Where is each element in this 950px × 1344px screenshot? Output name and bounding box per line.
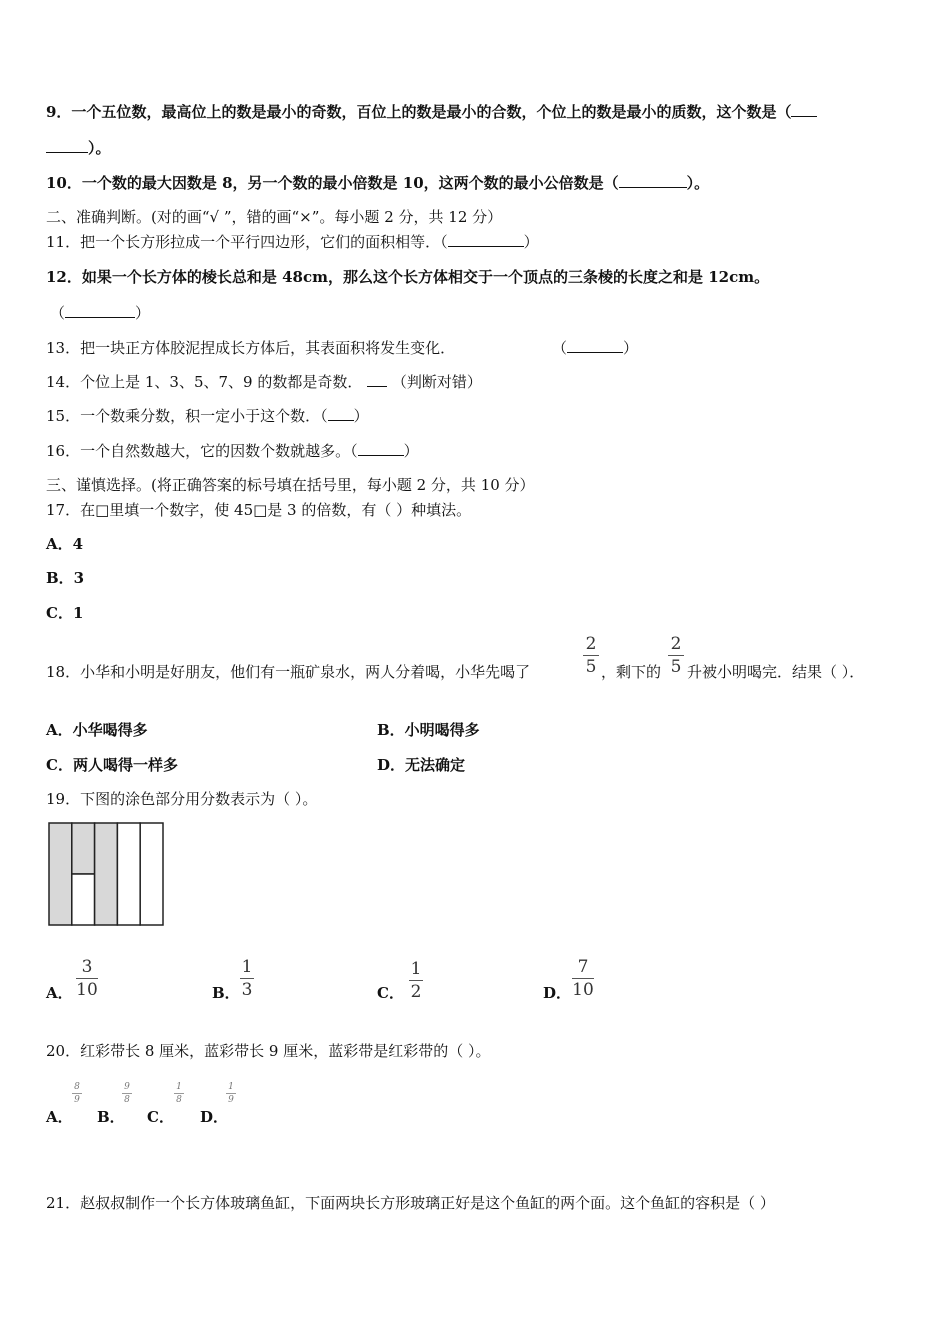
q20-a-num: 8 bbox=[74, 1082, 80, 1092]
q11-end: ） bbox=[523, 233, 539, 251]
q20-b-den: 8 bbox=[124, 1095, 130, 1105]
q16-text: 16．一个自然数越大，它的因数个数就越多。（ bbox=[46, 442, 358, 460]
q18-option-c[interactable]: C．两人喝得一样多 bbox=[46, 756, 178, 774]
question-16 bbox=[46, 441, 419, 461]
q9-line2-end: ）。 bbox=[88, 139, 111, 157]
q20-option-b-label[interactable]: B． bbox=[97, 1108, 125, 1126]
q20-d-num: 1 bbox=[228, 1082, 234, 1092]
q12-end: ） bbox=[135, 304, 151, 322]
q20-b-num: 9 bbox=[124, 1082, 130, 1092]
q20-option-d-fraction[interactable] bbox=[226, 1082, 236, 1105]
q20-option-a-fraction[interactable] bbox=[72, 1082, 82, 1105]
q17-option-a[interactable]: A．4 bbox=[46, 535, 84, 553]
section-3-title: 三、谨慎选择。(将正确答案的标号填在括号里，每小题 2 分，共 10 分） bbox=[46, 476, 535, 494]
q10-text: 10．一个数的最大因数是 8，另一个数的最小倍数是 10，这两个数的最小公倍数是（ bbox=[46, 174, 619, 192]
q19-option-d-fraction[interactable] bbox=[572, 957, 594, 1000]
section-2-title: 二、准确判断。(对的画“√ ”，错的画“×”。每小题 2 分，共 12 分） bbox=[46, 208, 503, 226]
q19-b-den: 3 bbox=[241, 980, 253, 1000]
question-15 bbox=[46, 406, 369, 426]
question-10 bbox=[46, 173, 709, 193]
q13-end: ） bbox=[623, 339, 639, 357]
q17-option-b[interactable]: B．3 bbox=[46, 569, 85, 587]
q10-blank[interactable] bbox=[619, 173, 687, 188]
question-13 bbox=[46, 338, 455, 358]
q18-fraction-2 bbox=[668, 634, 684, 677]
q14-text: 14．个位上是 1、3、5、7、9 的数都是奇数． bbox=[46, 373, 363, 391]
q20-option-c-fraction[interactable] bbox=[174, 1082, 184, 1105]
q19-option-c-fraction[interactable] bbox=[409, 959, 423, 1002]
q17-option-c[interactable]: C．1 bbox=[46, 604, 84, 622]
q20-c-den: 8 bbox=[176, 1095, 182, 1105]
q9-blank-1[interactable] bbox=[791, 102, 817, 117]
q18-frac2-den: 5 bbox=[670, 657, 682, 677]
q9-line1: 9．一个五位数，最高位上的数是最小的奇数，百位上的数是最小的合数，个位上的数是最小的质数，这个数是（ bbox=[46, 103, 792, 121]
q20-option-b-fraction[interactable] bbox=[122, 1082, 132, 1105]
q11-text: 11．把一个长方形拉成一个平行四边形，它们的面积相等．（ bbox=[46, 233, 448, 251]
q18-frac1-num: 2 bbox=[585, 634, 597, 654]
q13-text: 13．把一块正方体胶泥捏成长方体后，其表面积将发生变化． bbox=[46, 339, 456, 357]
q12-blank[interactable] bbox=[65, 303, 135, 318]
q20-option-d-label[interactable]: D． bbox=[200, 1108, 229, 1126]
q11-blank[interactable] bbox=[448, 232, 524, 247]
q18-frac1-den: 5 bbox=[585, 657, 597, 677]
q19-option-a-fraction[interactable] bbox=[76, 957, 98, 1000]
q15-end: ） bbox=[353, 407, 369, 425]
q19-cell-1 bbox=[49, 823, 72, 925]
q19-b-num: 1 bbox=[241, 957, 253, 977]
q19-cell-2-bottom bbox=[72, 874, 95, 925]
q19-c-den: 2 bbox=[410, 982, 422, 1002]
q19-d-den: 10 bbox=[572, 980, 594, 1000]
q16-end: ） bbox=[403, 442, 419, 460]
question-21: 21．赵叔叔制作一个长方体玻璃鱼缸，下面两块长方形玻璃正好是这个鱼缸的两个面。这个鱼缸的容积是（ ） bbox=[46, 1194, 775, 1212]
question-9-cont bbox=[46, 138, 111, 158]
q20-option-c-label[interactable]: C． bbox=[147, 1108, 174, 1126]
q18-option-a[interactable]: A．小华喝得多 bbox=[46, 721, 148, 739]
question-18-part2: ，剩下的 bbox=[601, 663, 662, 681]
q19-c-num: 1 bbox=[410, 959, 422, 979]
q15-text: 15．一个数乘分数，积一定小于这个数．（ bbox=[46, 407, 328, 425]
q14-blank[interactable] bbox=[367, 372, 387, 387]
question-17: 17．在□里填一个数字，使 45□是 3 的倍数，有（ ）种填法。 bbox=[46, 501, 472, 519]
q19-option-b-label[interactable]: B． bbox=[212, 984, 240, 1002]
q20-c-num: 1 bbox=[176, 1082, 182, 1092]
q12-open: （ bbox=[50, 304, 66, 322]
q13-blank[interactable] bbox=[567, 338, 623, 353]
q19-cell-4 bbox=[117, 823, 140, 925]
q10-end: ）。 bbox=[686, 174, 710, 192]
q19-cell-5 bbox=[140, 823, 163, 925]
q19-cell-3 bbox=[95, 823, 118, 925]
q18-frac2-num: 2 bbox=[670, 634, 682, 654]
question-20: 20．红彩带长 8 厘米，蓝彩带长 9 厘米，蓝彩带是红彩带的（ ）。 bbox=[46, 1042, 491, 1060]
q19-a-num: 3 bbox=[81, 957, 93, 977]
q16-blank[interactable] bbox=[358, 441, 404, 456]
q19-option-d-label[interactable]: D． bbox=[543, 984, 572, 1002]
q19-cell-2-top bbox=[72, 823, 95, 874]
question-12-answer bbox=[50, 303, 150, 323]
q18-fraction-1 bbox=[583, 634, 599, 677]
q15-blank[interactable] bbox=[328, 406, 354, 421]
q18-option-b[interactable]: B．小明喝得多 bbox=[377, 721, 480, 739]
q20-a-den: 9 bbox=[74, 1095, 80, 1105]
q19-option-c-label[interactable]: C． bbox=[377, 984, 404, 1002]
question-14 bbox=[46, 372, 482, 392]
q9-blank-2[interactable] bbox=[46, 138, 88, 153]
q14-end: （判断对错） bbox=[391, 373, 482, 391]
q20-option-a-label[interactable]: A． bbox=[46, 1108, 73, 1126]
q19-a-den: 10 bbox=[76, 980, 98, 1000]
question-12: 12．如果一个长方体的棱长总和是 48cm，那么这个长方体相交于一个顶点的三条棱的长度之和是 12cm。 bbox=[46, 268, 770, 286]
q20-d-den: 9 bbox=[228, 1095, 234, 1105]
q19-option-b-fraction[interactable] bbox=[240, 957, 254, 1000]
question-18-part1: 18．小华和小明是好朋友，他们有一瓶矿泉水，两人分着喝，小华先喝了 bbox=[46, 663, 531, 681]
question-11 bbox=[46, 232, 539, 252]
q19-d-num: 7 bbox=[577, 957, 589, 977]
question-18-part3: 升被小明喝完．结果（ ）． bbox=[687, 663, 865, 681]
q19-option-a-label[interactable]: A． bbox=[46, 984, 73, 1002]
q13-open: （ bbox=[552, 339, 568, 357]
question-9 bbox=[46, 102, 817, 122]
q18-option-d[interactable]: D．无法确定 bbox=[377, 756, 466, 774]
question-19: 19．下图的涂色部分用分数表示为（ ）。 bbox=[46, 790, 318, 808]
question-13-answer bbox=[552, 338, 638, 358]
q19-shaded-figure bbox=[48, 822, 164, 926]
